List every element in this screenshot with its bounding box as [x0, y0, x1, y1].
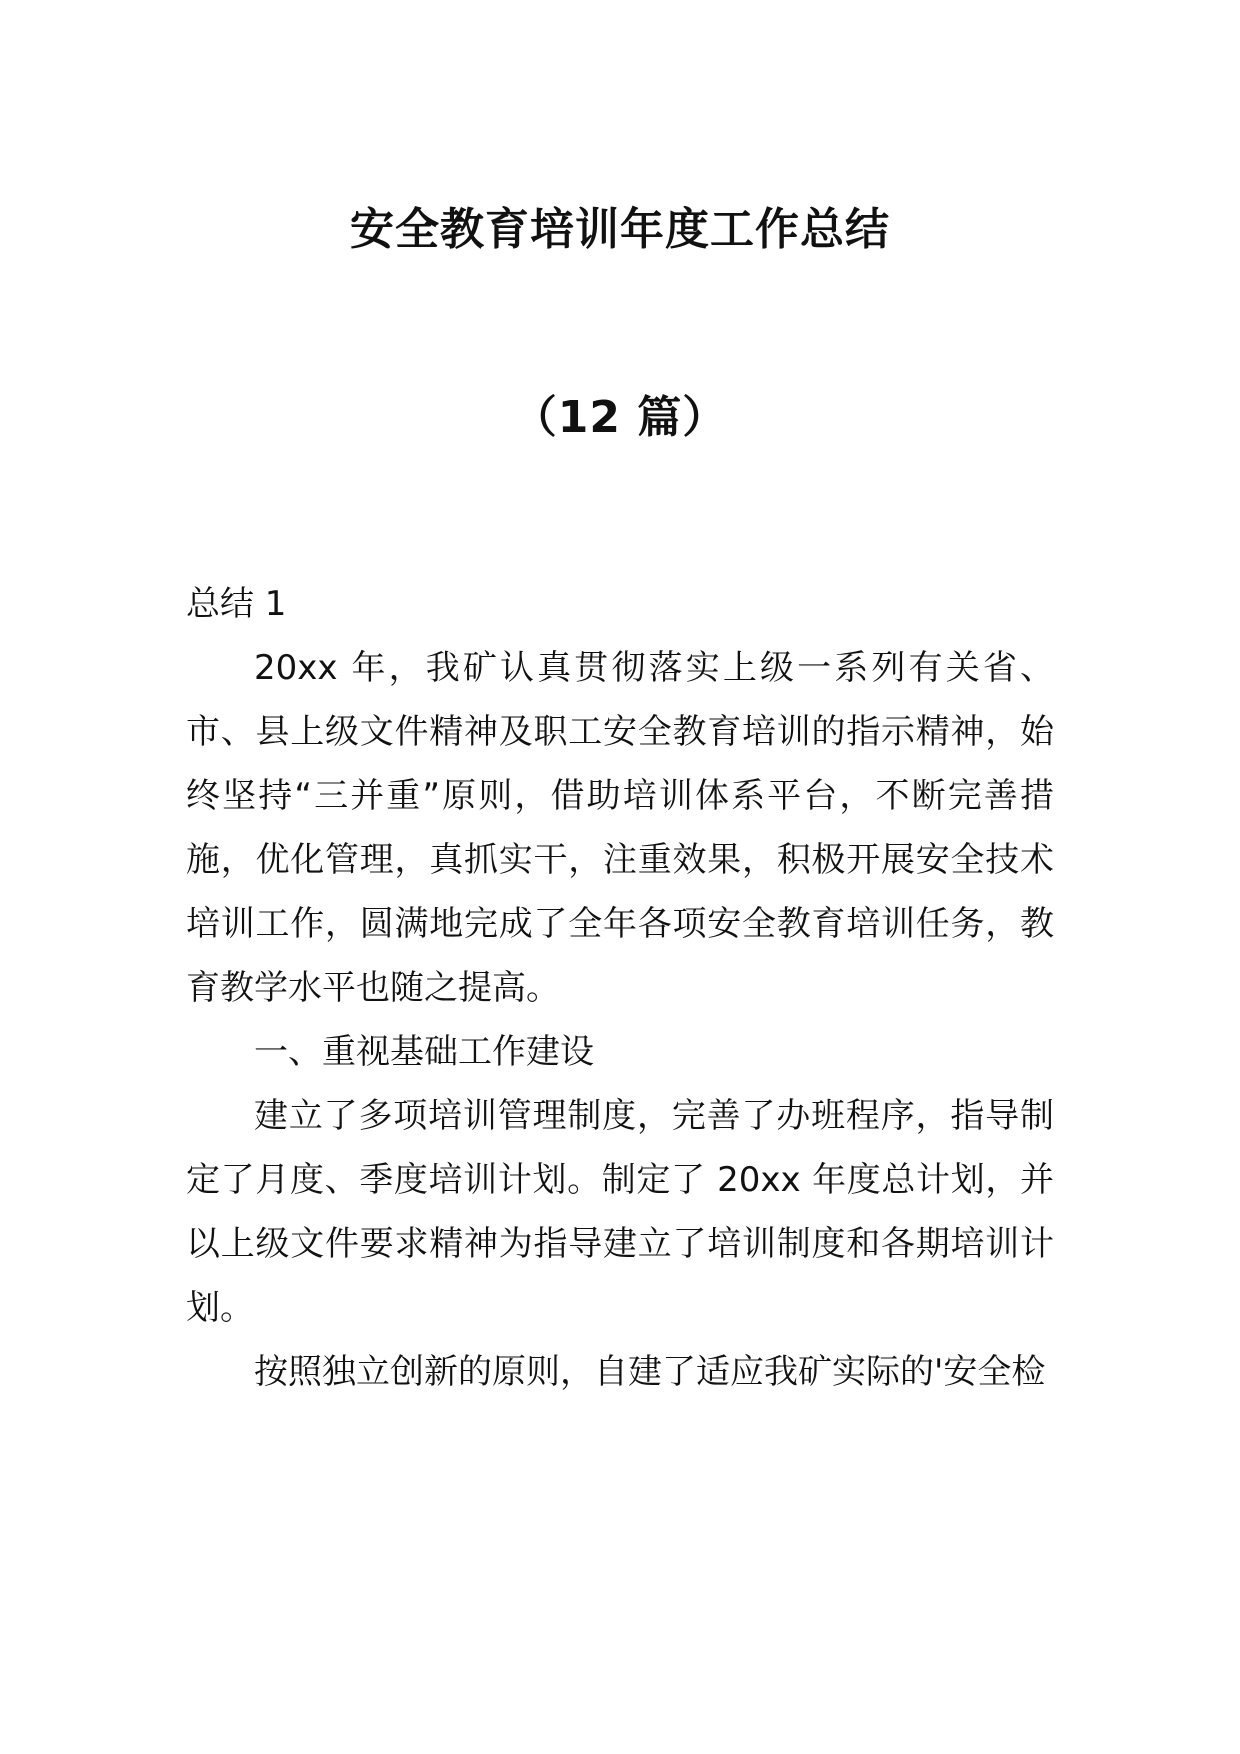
section-label: 总结 1 [186, 584, 287, 624]
document-body [186, 572, 1054, 1404]
paragraph-1: 20xx 年，我矿认真贯彻落实上级一系列有关省、市、县上级文件精神及职工安全教育培训的指示精神，始终坚持“三并重”原则，借助培训体系平台，不断完善措施，优化管理，真抓实干，注重效果，积极开展安全技术培训工作，圆满地完成了全年各项安全教育培训任务，教育教学水平也随之提高。 [186, 648, 1054, 1008]
document-subtitle: （12 篇） [512, 392, 728, 443]
section-heading-1: 一、重视基础工作建设 [254, 1032, 594, 1072]
paragraph-3: 按照独立创新的原则，自建了适应我矿实际的'安全检 [254, 1352, 1046, 1392]
document-title: 安全教育培训年度工作总结 [350, 204, 890, 255]
paragraph-2: 建立了多项培训管理制度，完善了办班程序，指导制定了月度、季度培训计划。制定了 20xx 年度总计划，并以上级文件要求精神为指导建立了培训制度和各期培训计划。 [186, 1096, 1054, 1328]
